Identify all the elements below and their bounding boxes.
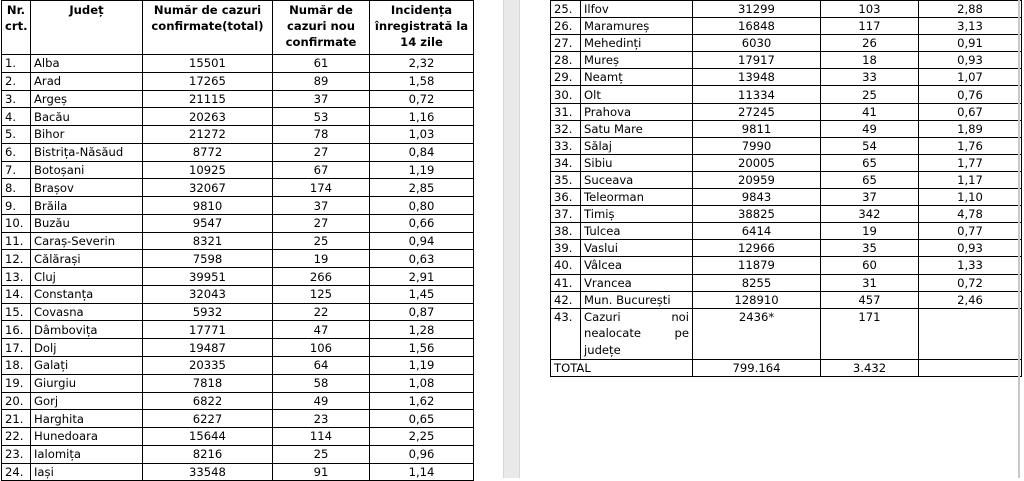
table-row	[2, 126, 474, 144]
cell-total: 20959	[693, 171, 821, 188]
table-row	[2, 161, 474, 179]
cell-total: 8321	[143, 232, 273, 250]
cell-total: 39951	[143, 268, 273, 286]
cell-incidenta: 1,58	[370, 72, 474, 90]
table-row	[2, 285, 474, 303]
table-row	[2, 55, 474, 73]
cell-noi: 23	[273, 410, 370, 428]
cell-nr: 10.	[2, 214, 31, 232]
cell-incidenta: 1,07	[919, 69, 1022, 86]
cell-judet: Iași	[31, 463, 143, 481]
cell-noi: 64	[273, 357, 370, 375]
cell-judet: Bistrița-Năsăud	[31, 143, 143, 161]
cell-incidenta: 1,03	[370, 126, 474, 144]
cell-noi: 25	[273, 232, 370, 250]
unallocated-label: Cazuri noi nealocate pe județe	[584, 309, 689, 357]
cell-judet: Covasna	[31, 303, 143, 321]
cell-total-incidenta	[919, 359, 1022, 376]
cell-incidenta: 1,19	[370, 161, 474, 179]
cell-incidenta: 1,62	[370, 392, 474, 410]
cell-nr: 35.	[551, 171, 581, 188]
cell-judet: Teleorman	[581, 189, 693, 206]
cell-judet	[581, 308, 693, 359]
cell-incidenta: 0,67	[919, 103, 1022, 120]
table-row	[2, 339, 474, 357]
cell-incidenta: 0,66	[370, 214, 474, 232]
cell-total: 38825	[693, 206, 821, 223]
cell-judet: Mureș	[581, 52, 693, 69]
cell-judet: Suceava	[581, 171, 693, 188]
cell-total: 5932	[143, 303, 273, 321]
table-row	[2, 72, 474, 90]
cell-judet: Maramureș	[581, 18, 693, 35]
cell-nr: 26.	[551, 18, 581, 35]
cell-total: 27245	[693, 103, 821, 120]
header-noi: Număr de cazuri nou confirmate	[273, 1, 370, 55]
cell-noi: 33	[821, 69, 919, 86]
cell-nr: 7.	[2, 161, 31, 179]
cell-total-noi: 3.432	[821, 359, 919, 376]
cell-total: 32067	[143, 179, 273, 197]
cell-nr: 18.	[2, 357, 31, 375]
cell-noi: 65	[821, 154, 919, 171]
table-row	[551, 189, 1022, 206]
table-row	[551, 206, 1022, 223]
cell-total: 21272	[143, 126, 273, 144]
cell-noi: 65	[821, 171, 919, 188]
cell-judet: Galați	[31, 357, 143, 375]
cell-nr: 21.	[2, 410, 31, 428]
cell-incidenta: 0,87	[370, 303, 474, 321]
cell-judet: Sibiu	[581, 154, 693, 171]
cell-judet: Timiș	[581, 206, 693, 223]
cell-judet: Argeș	[31, 90, 143, 108]
cell-total: 128910	[693, 291, 821, 308]
table-row	[551, 103, 1022, 120]
cell-total: 8772	[143, 143, 273, 161]
cell-total: 17771	[143, 321, 273, 339]
cell-incidenta: 1,28	[370, 321, 474, 339]
cell-total: 20263	[143, 108, 273, 126]
cell-nr: 8.	[2, 179, 31, 197]
cell-nr: 15.	[2, 303, 31, 321]
table-row	[2, 463, 474, 481]
cell-judet: Giurgiu	[31, 374, 143, 392]
cell-noi: 49	[821, 120, 919, 137]
cell-nr: 38.	[551, 223, 581, 240]
cell-nr: 31.	[551, 103, 581, 120]
cell-noi: 27	[273, 214, 370, 232]
cell-nr: 1.	[2, 55, 31, 73]
cell-total: 11334	[693, 86, 821, 103]
cell-judet: Brăila	[31, 197, 143, 215]
cell-judet: Alba	[31, 55, 143, 73]
cell-judet: Sălaj	[581, 137, 693, 154]
cell-incidenta: 2,88	[919, 1, 1022, 18]
cell-judet: Mehedinți	[581, 35, 693, 52]
cell-total: 15644	[143, 428, 273, 446]
cell-total: 15501	[143, 55, 273, 73]
table-row	[551, 223, 1022, 240]
cell-incidenta: 2,85	[370, 179, 474, 197]
cell-noi: 103	[821, 1, 919, 18]
cell-noi: 54	[821, 137, 919, 154]
cell-total: 6227	[143, 410, 273, 428]
cell-noi: 89	[273, 72, 370, 90]
cell-judet: Olt	[581, 86, 693, 103]
cell-nr: 5.	[2, 126, 31, 144]
table-row	[551, 154, 1022, 171]
cell-noi: 117	[821, 18, 919, 35]
cell-total: 10925	[143, 161, 273, 179]
cell-noi: 78	[273, 126, 370, 144]
cell-nr: 36.	[551, 189, 581, 206]
cell-judet: Satu Mare	[581, 120, 693, 137]
cell-total: 9810	[143, 197, 273, 215]
cell-nr: 19.	[2, 374, 31, 392]
cell-noi: 35	[821, 240, 919, 257]
cell-total: 31299	[693, 1, 821, 18]
cell-judet: Vâlcea	[581, 257, 693, 274]
cell-nr: 43.	[551, 308, 581, 359]
cell-total: 8216	[143, 445, 273, 463]
table-row	[551, 120, 1022, 137]
cell-noi: 60	[821, 257, 919, 274]
table-row	[551, 69, 1022, 86]
cell-noi: 27	[273, 143, 370, 161]
cell-incidenta: 0,91	[919, 35, 1022, 52]
cell-judet: Tulcea	[581, 223, 693, 240]
table-row	[2, 232, 474, 250]
cell-incidenta: 1,08	[370, 374, 474, 392]
cell-incidenta: 4,78	[919, 206, 1022, 223]
cell-incidenta: 0,93	[919, 52, 1022, 69]
cell-judet: Botoșani	[31, 161, 143, 179]
cell-incidenta: 1,56	[370, 339, 474, 357]
cell-nr: 33.	[551, 137, 581, 154]
cell-incidenta: 1,33	[919, 257, 1022, 274]
cell-judet: Bihor	[31, 126, 143, 144]
cell-incidenta: 0,96	[370, 445, 474, 463]
cell-judet: Prahova	[581, 103, 693, 120]
cell-nr: 22.	[2, 428, 31, 446]
cell-judet: Vrancea	[581, 274, 693, 291]
cell-nr: 6.	[2, 143, 31, 161]
cell-incidenta	[919, 308, 1022, 359]
cell-noi: 125	[273, 285, 370, 303]
table-row	[2, 374, 474, 392]
cell-noi: 26	[821, 35, 919, 52]
cell-judet: Hunedoara	[31, 428, 143, 446]
cell-incidenta: 1,19	[370, 357, 474, 375]
cell-total: 2436*	[693, 308, 821, 359]
cell-nr: 30.	[551, 86, 581, 103]
cell-judet: Brașov	[31, 179, 143, 197]
cell-nr: 40.	[551, 257, 581, 274]
cell-incidenta: 0,72	[919, 274, 1022, 291]
cell-incidenta: 1,77	[919, 154, 1022, 171]
cell-incidenta: 1,16	[370, 108, 474, 126]
table-row	[551, 240, 1022, 257]
cell-nr: 42.	[551, 291, 581, 308]
cell-incidenta: 2,46	[919, 291, 1022, 308]
cell-incidenta: 0,77	[919, 223, 1022, 240]
cell-incidenta: 1,89	[919, 120, 1022, 137]
cell-noi: 37	[273, 197, 370, 215]
cell-nr: 39.	[551, 240, 581, 257]
cell-total: 9843	[693, 189, 821, 206]
table-row	[551, 171, 1022, 188]
cell-noi: 342	[821, 206, 919, 223]
table-row	[2, 108, 474, 126]
cell-total: 12966	[693, 240, 821, 257]
cell-judet: Vaslui	[581, 240, 693, 257]
cell-incidenta: 0,80	[370, 197, 474, 215]
cell-noi: 19	[821, 223, 919, 240]
table-body-left	[2, 55, 474, 481]
table-row	[2, 392, 474, 410]
cell-total: 6030	[693, 35, 821, 52]
table-row	[2, 410, 474, 428]
table-row	[2, 321, 474, 339]
cell-incidenta: 2,25	[370, 428, 474, 446]
cell-incidenta: 0,65	[370, 410, 474, 428]
cell-total: 7990	[693, 137, 821, 154]
cell-total: 21115	[143, 90, 273, 108]
header-incidenta: Incidența înregistrată la 14 zile	[370, 1, 474, 55]
cell-total: 7598	[143, 250, 273, 268]
cell-nr: 9.	[2, 197, 31, 215]
cell-total: 17265	[143, 72, 273, 90]
cell-noi: 67	[273, 161, 370, 179]
cell-nr: 3.	[2, 90, 31, 108]
cell-nr: 17.	[2, 339, 31, 357]
cell-incidenta: 0,63	[370, 250, 474, 268]
header-nr: Nr. crt.	[2, 1, 31, 55]
cell-nr: 13.	[2, 268, 31, 286]
table-row-unallocated	[551, 308, 1022, 359]
header-judet: Județ	[31, 1, 143, 55]
cell-incidenta: 1,76	[919, 137, 1022, 154]
cell-noi: 58	[273, 374, 370, 392]
cell-total: 19487	[143, 339, 273, 357]
cell-total: 33548	[143, 463, 273, 481]
cell-noi: 106	[273, 339, 370, 357]
cell-nr: 32.	[551, 120, 581, 137]
cell-judet: Arad	[31, 72, 143, 90]
cell-incidenta: 1,17	[919, 171, 1022, 188]
cell-total-total: 799.164	[693, 359, 821, 376]
cell-judet: Ilfov	[581, 1, 693, 18]
table-row	[551, 274, 1022, 291]
cell-total: 8255	[693, 274, 821, 291]
cell-noi: 41	[821, 103, 919, 120]
table-row	[551, 52, 1022, 69]
table-row	[2, 445, 474, 463]
table-row	[551, 137, 1022, 154]
cell-noi: 19	[273, 250, 370, 268]
cell-incidenta: 1,10	[919, 189, 1022, 206]
table-row	[2, 197, 474, 215]
cell-incidenta: 3,13	[919, 18, 1022, 35]
cell-judet: Dolj	[31, 339, 143, 357]
cell-nr: 25.	[551, 1, 581, 18]
cell-judet: Harghita	[31, 410, 143, 428]
table-body-right-footer	[551, 308, 1022, 376]
cell-nr: 27.	[551, 35, 581, 52]
cell-nr: 16.	[2, 321, 31, 339]
cell-total-label: TOTAL	[551, 359, 693, 376]
cell-noi: 171	[821, 308, 919, 359]
cell-judet: Bacău	[31, 108, 143, 126]
table-row	[2, 250, 474, 268]
cell-noi: 18	[821, 52, 919, 69]
cell-noi: 37	[273, 90, 370, 108]
cell-nr: 4.	[2, 108, 31, 126]
table-row-total	[551, 359, 1022, 376]
cell-judet: Buzău	[31, 214, 143, 232]
cell-noi: 61	[273, 55, 370, 73]
cell-judet: Călărași	[31, 250, 143, 268]
table-row	[2, 357, 474, 375]
cell-total: 11879	[693, 257, 821, 274]
cell-incidenta: 0,94	[370, 232, 474, 250]
table-row	[551, 18, 1022, 35]
table-row	[551, 35, 1022, 52]
cell-judet: Caraș-Severin	[31, 232, 143, 250]
county-cases-table-right	[550, 0, 1022, 377]
cell-nr: 12.	[2, 250, 31, 268]
table-row	[2, 428, 474, 446]
table-header-row	[2, 1, 474, 55]
cell-total: 16848	[693, 18, 821, 35]
cell-nr: 28.	[551, 52, 581, 69]
cell-noi: 91	[273, 463, 370, 481]
county-cases-table-left	[1, 0, 474, 481]
cell-total: 20335	[143, 357, 273, 375]
cell-total: 13948	[693, 69, 821, 86]
table-row	[551, 291, 1022, 308]
cell-incidenta: 1,14	[370, 463, 474, 481]
cell-noi: 457	[821, 291, 919, 308]
table-row	[2, 90, 474, 108]
table-row	[2, 179, 474, 197]
cell-judet: Ialomița	[31, 445, 143, 463]
cell-nr: 29.	[551, 69, 581, 86]
page-gutter	[503, 0, 520, 478]
cell-noi: 114	[273, 428, 370, 446]
cell-noi: 49	[273, 392, 370, 410]
cell-incidenta: 1,45	[370, 285, 474, 303]
cell-incidenta: 0,72	[370, 90, 474, 108]
cell-total: 6414	[693, 223, 821, 240]
cell-incidenta: 2,32	[370, 55, 474, 73]
table-row	[2, 143, 474, 161]
cell-incidenta: 2,91	[370, 268, 474, 286]
cell-noi: 37	[821, 189, 919, 206]
table-row	[551, 257, 1022, 274]
cell-noi: 47	[273, 321, 370, 339]
cell-total: 9811	[693, 120, 821, 137]
cell-judet: Constanța	[31, 285, 143, 303]
cell-nr: 2.	[2, 72, 31, 90]
cell-judet: Gorj	[31, 392, 143, 410]
cell-total: 9547	[143, 214, 273, 232]
cell-noi: 266	[273, 268, 370, 286]
table-row	[2, 214, 474, 232]
cell-nr: 23.	[2, 445, 31, 463]
cell-nr: 20.	[2, 392, 31, 410]
cell-incidenta: 0,76	[919, 86, 1022, 103]
table-body-right	[551, 1, 1022, 309]
cell-nr: 37.	[551, 206, 581, 223]
cell-noi: 25	[821, 86, 919, 103]
table-row	[551, 86, 1022, 103]
table-row	[2, 303, 474, 321]
cell-nr: 41.	[551, 274, 581, 291]
header-total: Număr de cazuri confirmate(total)	[143, 1, 273, 55]
table-row	[551, 1, 1022, 18]
cell-judet: Cluj	[31, 268, 143, 286]
cell-nr: 14.	[2, 285, 31, 303]
cell-incidenta: 0,93	[919, 240, 1022, 257]
cell-nr: 24.	[2, 463, 31, 481]
table-row	[2, 268, 474, 286]
cell-nr: 11.	[2, 232, 31, 250]
cell-judet: Dâmbovița	[31, 321, 143, 339]
window-edge	[1018, 0, 1020, 478]
cell-incidenta: 0,84	[370, 143, 474, 161]
cell-total: 7818	[143, 374, 273, 392]
cell-nr: 34.	[551, 154, 581, 171]
cell-total: 20005	[693, 154, 821, 171]
cell-total: 6822	[143, 392, 273, 410]
cell-noi: 25	[273, 445, 370, 463]
cell-noi: 22	[273, 303, 370, 321]
cell-judet: Mun. București	[581, 291, 693, 308]
cell-noi: 53	[273, 108, 370, 126]
document-page-left	[0, 0, 503, 478]
cell-total: 32043	[143, 285, 273, 303]
cell-noi: 174	[273, 179, 370, 197]
cell-total: 17917	[693, 52, 821, 69]
cell-judet: Neamț	[581, 69, 693, 86]
cell-noi: 31	[821, 274, 919, 291]
